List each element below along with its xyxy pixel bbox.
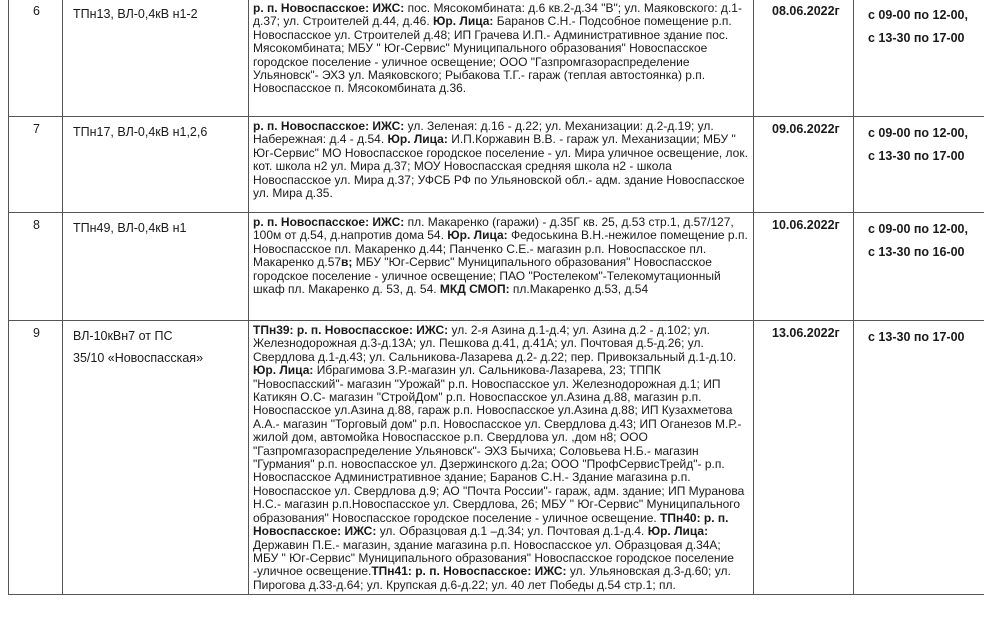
schedule-body bbox=[9, 0, 985, 595]
address-heading: р. п. Новоспасское: ИЖС: bbox=[253, 215, 405, 229]
address-text: ул. Ульяновская д.3-д.60; ул. Пирогова д.33-д.64; ул. Крупская д.6-д.22; ул. 40 лет Победы д.54 стр.1; пл. bbox=[253, 564, 731, 592]
table-row bbox=[9, 117, 985, 213]
affected-addresses bbox=[249, 213, 754, 321]
address-heading: Юр. Лица: bbox=[253, 363, 314, 378]
address-heading: Юр. Лица: bbox=[647, 524, 709, 539]
time-interval: с 13-30 по 17-00 bbox=[868, 149, 965, 163]
outage-date: 09.06.2022г bbox=[754, 117, 854, 213]
address-heading: Юр. Лица: bbox=[433, 14, 494, 29]
power-object bbox=[63, 321, 249, 595]
power-object-line: ТПн17, ВЛ-0,4кВ н1,2,6 bbox=[73, 125, 208, 139]
address-heading: р. п. Новоспасское: ИЖС: bbox=[253, 1, 405, 15]
address-heading: Юр. Лица: bbox=[387, 132, 448, 147]
power-object-line: ТПн49, ВЛ-0,4кВ н1 bbox=[73, 221, 187, 235]
address-text: ул. 2-я Азина д.1-д.4; ул. Азина д.2 - д.102; ул. Железнодорожная д.3-д.13А; ул. Пешкова д.41, д.41А; ул. Почтовая д.5-д.26; ул. Свердлова д.1-д.43; ул. Сальникова-Лазарева д.2- д.22; пер. Привокзальный д.1-д.10. bbox=[253, 323, 737, 364]
outage-date: 08.06.2022г bbox=[754, 0, 854, 117]
power-object-line: ТПн13, ВЛ-0,4кВ н1-2 bbox=[73, 7, 198, 21]
table-row bbox=[9, 321, 985, 595]
row-number: 7 bbox=[9, 117, 63, 213]
address-text: пос. Мясокомбината: д.6 кв.2-д.34 "В"; ул. Маяковского: д.1-д.37; ул. Строителей д.44, д.46. bbox=[253, 1, 742, 29]
outage-time bbox=[854, 321, 985, 595]
address-text: И.П.Коржавин В.В. - гараж ул. Механизации; МБУ " Юг-Сервис" МО Новоспасское городское поселение - ул. Мира уличное освещение, лок. кот. школа н2 ул. Мира д.37; МОУ Новоспасская средняя школа н2 - школа Новоспасское ул. Мира д.37; УФСБ РФ по Ульяновской обл.- адм. здание Новоспасское ул. Мира д.35. bbox=[253, 132, 748, 201]
power-object-line: 35/10 «Новоспасская» bbox=[73, 351, 204, 365]
affected-addresses bbox=[249, 117, 754, 213]
affected-addresses bbox=[249, 321, 754, 595]
row-number: 6 bbox=[9, 0, 63, 117]
address-text: ул. Зеленая: д.16 - д.22; ул. Механизации: д.2-д.19; ул. Набережная: д.4 - д.54. bbox=[253, 119, 714, 147]
outage-date: 13.06.2022г bbox=[754, 321, 854, 595]
outage-time bbox=[854, 117, 985, 213]
affected-addresses bbox=[249, 0, 754, 117]
address-text: пл. Макаренко (гаражи) - д.35Г кв. 25, д.53 стр.1, д.57/127, 100м от д.54, д.напротив дома 54. bbox=[253, 215, 734, 243]
address-heading: Юр. Лица: bbox=[447, 228, 508, 243]
time-interval: с 13-30 по 16-00 bbox=[868, 245, 965, 259]
time-interval: с 09-00 по 12-00, bbox=[868, 222, 968, 236]
address-text: МБУ "Юг-Сервис" Муниципального образования" Новоспасское городское поселение - уличное освещение; ПАО "Ростелеком"-Телекомутационный шкаф пл. Макаренко д. 53, д. 54. bbox=[253, 255, 721, 297]
outage-schedule-frame bbox=[8, 0, 984, 628]
address-heading: МКД СМОП: bbox=[439, 282, 510, 297]
power-object bbox=[63, 0, 249, 117]
time-interval: с 13-30 по 17-00 bbox=[868, 31, 965, 45]
address-heading: ТПн39: р. п. Новоспасское: ИЖС: bbox=[253, 323, 449, 337]
time-interval: с 13-30 по 17-00 bbox=[868, 330, 965, 344]
power-object-line: ВЛ-10кВн7 от ПС bbox=[73, 329, 173, 343]
address-text: Ибрагимова З.Р.-магазин ул. Сальникова-Лазарева, 23; ТППК "Новоспасский"- магазин "Урожай" р.п. Новоспасское ул. Железнодорожная д.1; ИП Катикян О.С- магазин "СтройДом" р.п. Новоспасское ул.Азина д.88, магазин р.п. Новоспасское ул.Азина д.88, гараж р.п. Новоспасское ул.Азина д.88; ИП Кузахметова А.А.- магазин "Торговый дом" р.п. Новоспасское ул. Свердлова д.43; ИП Оганезов М.Р.- жилой дом, автомойка Новоспасское р.п. Свердлова ул. ,дом н8; ООО "Газпромгазораспределение Ульяновск"- ЭХЗ Бычиха; Соловьева Н.Б.- магазин "Гурмания" р.п. новоспасское ул. Дзержинского д.2а; ООО "ПрофСервисТрейд"- р.п. Новоспасское Административное здание; Баранов С.Н.- Здание магазина р.п. Новоспасское ул. Свердлова д.9; АО "Почта России"- гараж, адм. здание; ИП Муранова Н.С.- магазин р.п.Новоспасское ул. Свердлова, 26; МБУ " Юг-Сервис" Муниципального образования" Новоспасское городское поселение - уличное освещение. bbox=[253, 363, 745, 525]
address-text: ул. Образцовая д.1 –д.34; ул. Почтовая д.1-д.4. bbox=[376, 524, 648, 539]
table-row bbox=[9, 0, 985, 117]
outage-time bbox=[854, 213, 985, 321]
address-heading: ТПн41: р. п. Новоспасское: ИЖС: bbox=[371, 564, 567, 579]
power-object bbox=[63, 213, 249, 321]
outage-time bbox=[854, 0, 985, 117]
time-interval: с 09-00 по 12-00, bbox=[868, 126, 968, 140]
address-heading: ТПн40: р. п. Новоспасское: ИЖС: bbox=[253, 510, 729, 539]
outage-schedule-table bbox=[8, 0, 984, 595]
row-number: 8 bbox=[9, 213, 63, 321]
table-row bbox=[9, 213, 985, 321]
time-interval: с 09-00 по 12-00, bbox=[868, 8, 968, 22]
row-number: 9 bbox=[9, 321, 63, 595]
address-heading: в; bbox=[341, 255, 353, 270]
address-text: Федоськина В.Н.-нежилое помещение р.п. Новоспасское пл. Макаренко д.44; Панченко С.Е.- магазин р.п. Новоспасское пл. Макаренко д.57 bbox=[253, 228, 748, 270]
address-text: Баранов С.Н.- Подсобное помещение р.п. Новоспасское ул. Строителей д.48; ИП Грачева И.П.- Административное здание пос. Мясокомбината; МБУ " Юг-Сервис" Муниципального образования" Новоспасское городское поселение - уличное освещение; ООО "Газпромгазораспределение Ульяновск"- ЭХЗ ул. Маяковского; Рыбакова Т.Г.- гараж (теплая автостоянка) р.п. Новоспасское п. Мясокомбината д.36. bbox=[253, 14, 732, 96]
address-text: пл.Макаренко д.53, д.54 bbox=[509, 282, 649, 297]
power-object bbox=[63, 117, 249, 213]
outage-date: 10.06.2022г bbox=[754, 213, 854, 321]
address-text: Державин П.Е.- магазин, здание магазина р.п. Новоспасское ул. Образцовая д.34А; МБУ " Юг-Сервис" Муниципального образования" Новоспасское городское поселение -уличное освещение. bbox=[253, 537, 734, 579]
address-heading: р. п. Новоспасское: ИЖС: bbox=[253, 119, 405, 133]
